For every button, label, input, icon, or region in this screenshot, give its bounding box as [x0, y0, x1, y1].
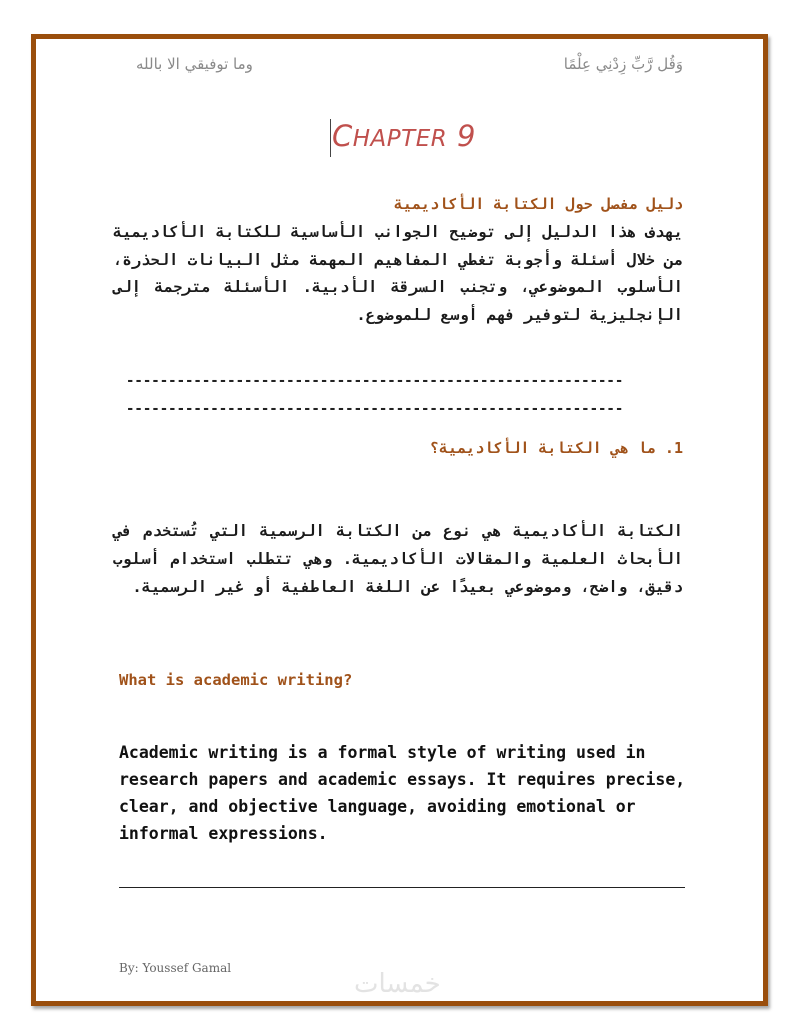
header-quran-verse: وَقُل رَّبِّ زِدْنِي عِلْمًا: [563, 55, 683, 73]
question-english: What is academic writing?: [119, 671, 353, 689]
question-arabic: 1. ما هي الكتابة الأكاديمية؟: [430, 439, 683, 457]
intro-heading: دليل مفصل حول الكتابة الأكاديمية: [394, 195, 683, 213]
text-cursor: [330, 119, 331, 157]
separator-line-2: -----------------------------------------------------------: [126, 401, 624, 417]
chapter-word: HAPTER: [352, 126, 448, 152]
watermark: خمسات: [354, 969, 441, 999]
chapter-first-letter: C: [332, 119, 353, 153]
chapter-title: [332, 119, 476, 153]
author-footer: By: Youssef Gamal: [119, 961, 232, 975]
horizontal-rule: [119, 887, 685, 888]
intro-paragraph: يهدف هذا الدليل إلى توضيح الجوانب الأساسية للكتابة الأكاديمية من خلال أسئلة وأجوبة تغطي المفاهيم المهمة مثل البيانات الحذرة، الأسلوب الموضوعي، وتجنب السرقة الأدبية. الأسئلة مترجمة إلى الإنجليزية لتوفير فهم أوسع للموضوع.: [113, 223, 683, 324]
page-frame: [31, 34, 768, 1006]
separator-line-1: -----------------------------------------------------------: [126, 373, 624, 389]
answer-english: Academic writing is a formal style of writing used in research papers and academic essays. It requires precise, clear, and objective language, avoiding emotional or informal expressions.: [119, 743, 686, 843]
answer-arabic: الكتابة الأكاديمية هي نوع من الكتابة الرسمية التي تُستخدم في الأبحاث العلمية والمقالات الأكاديمية. وهي تتطلب استخدام أسلوب دقيق، واضح، وموضوعي بعيدًا عن اللغة العاطفية أو غير الرسمية.: [113, 522, 683, 596]
chapter-number: 9: [456, 119, 476, 153]
header-dua: وما توفيقي الا بالله: [136, 55, 253, 73]
